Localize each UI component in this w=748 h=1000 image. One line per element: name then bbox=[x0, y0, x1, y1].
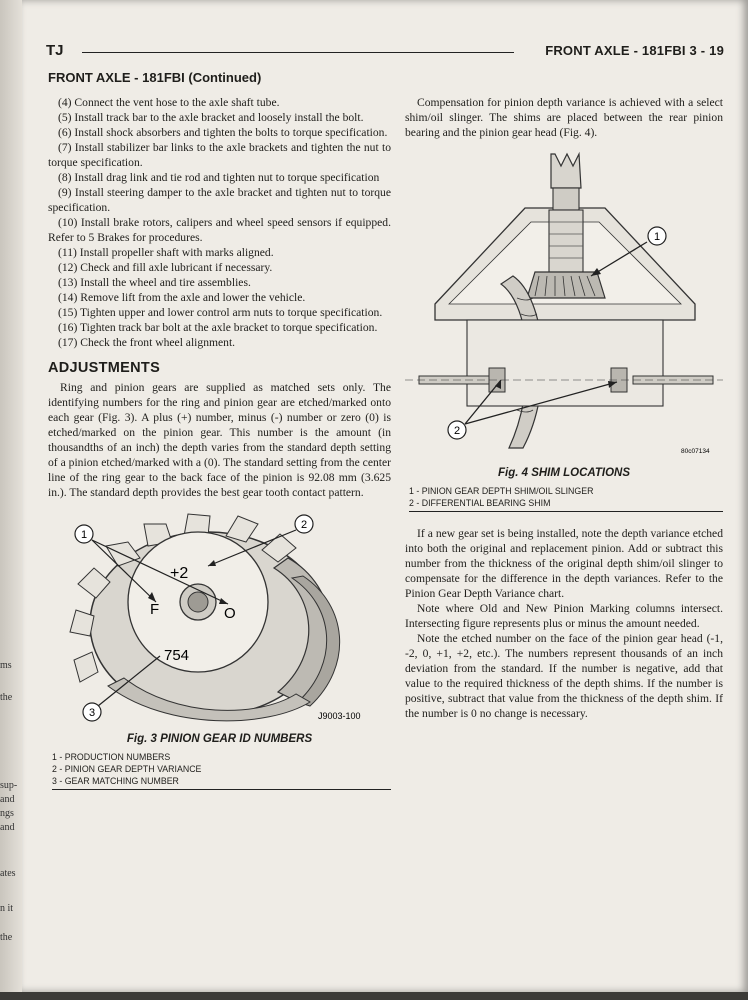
legend-item: 3 - GEAR MATCHING NUMBER bbox=[52, 776, 179, 786]
gear-mark-plus: +2 bbox=[170, 565, 189, 582]
procedure-step: (9) Install steering damper to the axle bracket and tighten nut to torque specification. bbox=[48, 186, 391, 214]
fig3-callout-1: 1 bbox=[80, 529, 88, 541]
manual-page bbox=[22, 0, 748, 992]
previous-page-edge bbox=[0, 0, 22, 1000]
body-paragraph: Note the etched number on the face of the pinion gear head (-1, -2, 0, +1, +2, etc.). The numbers represent thousands of an inch deviation from the standard. If the number is negative, add that value to the required thickness of the depth shims. If the number is positive, subtract that value from the thickness of the depth shim. If the number is 0 no change is necessary. bbox=[405, 632, 723, 720]
shim-locations-illustration bbox=[405, 148, 723, 458]
fig3-callout-2: 2 bbox=[300, 519, 308, 531]
header-model: TJ bbox=[46, 42, 64, 59]
margin-fragment: ngs bbox=[0, 808, 14, 819]
header-rule bbox=[82, 52, 514, 53]
margin-fragment: sup- bbox=[0, 780, 18, 791]
right-column bbox=[405, 95, 723, 721]
procedure-step: (8) Install drag link and tie rod and tighten nut to torque specification bbox=[58, 171, 380, 184]
fig3-legend bbox=[48, 751, 391, 790]
figure-4 bbox=[405, 148, 723, 512]
margin-fragment: and bbox=[0, 794, 15, 805]
procedure-step: (12) Check and fill axle lubricant if necessary. bbox=[58, 261, 273, 274]
procedure-step: (5) Install track bar to the axle bracket and loosely install the bolt. bbox=[58, 111, 364, 124]
fig3-caption: Fig. 3 PINION GEAR ID NUMBERS bbox=[126, 733, 313, 745]
margin-fragment: n it bbox=[0, 903, 14, 914]
procedure-step: (10) Install brake rotors, calipers and wheel speed sensors if equipped. Refer to 5 Brakes for procedures. bbox=[48, 216, 391, 244]
procedure-step: (11) Install propeller shaft with marks aligned. bbox=[58, 246, 274, 259]
fig3-code: J9003-100 bbox=[318, 711, 361, 721]
body-paragraph: Note where Old and New Pinion Marking columns intersect. Intersecting figure represents plus or minus the amount needed. bbox=[405, 602, 723, 630]
legend-item: 2 - DIFFERENTIAL BEARING SHIM bbox=[409, 498, 551, 508]
procedure-step: (13) Install the wheel and tire assemblies. bbox=[58, 276, 251, 289]
section-title: FRONT AXLE - 181FBI (Continued) bbox=[48, 70, 262, 85]
procedure-step: (6) Install shock absorbers and tighten the bolts to torque specification. bbox=[58, 126, 388, 139]
procedure-step: (17) Check the front wheel alignment. bbox=[58, 336, 236, 349]
gear-mark-o: O bbox=[224, 605, 236, 622]
margin-fragment: ates bbox=[0, 868, 16, 879]
fig4-caption: Fig. 4 SHIM LOCATIONS bbox=[497, 467, 631, 479]
body-paragraph: If a new gear set is being installed, note the depth variance etched into both the original and replacement pinion. Add or subtract this number from the thickness of the original depth shim/oil slinger to compensate for the difference in the depth variances. Refer to the Pinion Gear Depth Variance chart. bbox=[405, 527, 723, 600]
fig4-callout-1: 1 bbox=[653, 231, 661, 243]
legend-item: 2 - PINION GEAR DEPTH VARIANCE bbox=[52, 764, 202, 774]
figure-3 bbox=[48, 506, 391, 790]
pinion-gear-illustration bbox=[48, 506, 388, 724]
legend-rule bbox=[409, 511, 723, 512]
page-bottom-shadow bbox=[0, 992, 748, 1000]
procedure-step: (16) Tighten track bar bolt at the axle bracket to torque specification. bbox=[58, 321, 378, 334]
margin-fragment: ms bbox=[0, 660, 12, 671]
procedure-step: (4) Connect the vent hose to the axle shaft tube. bbox=[58, 96, 280, 109]
adjustments-heading: ADJUSTMENTS bbox=[48, 360, 161, 376]
header-section-page: FRONT AXLE - 181FBI 3 - 19 bbox=[545, 43, 724, 58]
fig4-legend bbox=[405, 485, 723, 512]
compensation-paragraph: Compensation for pinion depth variance is achieved with a select shim/oil slinger. The shims are placed between the rear pinion bearing and the pinion gear head (Fig. 4). bbox=[405, 96, 723, 139]
procedure-step: (15) Tighten upper and lower control arm nuts to torque specification. bbox=[58, 306, 383, 319]
margin-fragment: the bbox=[0, 692, 13, 703]
left-column bbox=[48, 95, 391, 790]
fig4-code: 80c07134 bbox=[681, 448, 710, 455]
legend-rule bbox=[52, 789, 391, 790]
adjustments-paragraph: Ring and pinion gears are supplied as matched sets only. The identifying numbers for the ring and pinion gear are etched/marked onto each gear (Fig. 3). A plus (+) number, minus (-) number or zero (0) is etched/marked on the pinion gear. This number is the amount (in thousandths of an inch) the depth varies from the standard depth setting of a pinion etched/marked with a (0). The standard setting from the center line of the ring gear to the back face of the pinion is 92.08 mm (3.625 in.). The standard depth provides the best gear tooth contact pattern. bbox=[48, 381, 391, 499]
fig4-callout-2: 2 bbox=[453, 425, 461, 437]
page-header bbox=[46, 42, 724, 62]
margin-fragment: and bbox=[0, 822, 15, 833]
depth-variance-text bbox=[405, 526, 723, 721]
margin-fragment: the bbox=[0, 932, 13, 943]
legend-item: 1 - PINION GEAR DEPTH SHIM/OIL SLINGER bbox=[409, 486, 594, 496]
procedure-step: (7) Install stabilizer bar links to the axle brackets and tighten the nut to torque specification. bbox=[48, 141, 391, 169]
procedure-step: (14) Remove lift from the axle and lower the vehicle. bbox=[58, 291, 306, 304]
gear-mark-number: 754 bbox=[164, 647, 190, 664]
legend-item: 1 - PRODUCTION NUMBERS bbox=[52, 752, 171, 762]
fig3-callout-3: 3 bbox=[88, 707, 96, 719]
gear-mark-f: F bbox=[150, 601, 160, 618]
